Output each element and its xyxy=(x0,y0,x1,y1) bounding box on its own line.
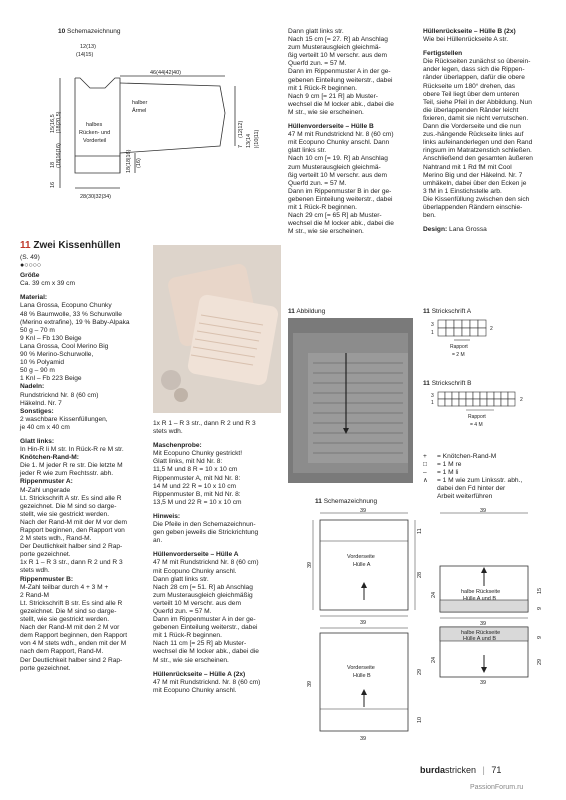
dim-back1: halbes xyxy=(86,122,103,128)
fertig-line: ränder überlappen, dafür die obere xyxy=(423,74,525,82)
strickB-rapport: Rapport xyxy=(468,414,486,420)
material-line: 9 Knl – Fb 130 Beige xyxy=(20,334,82,342)
ripB-line: M-Zahl teilbar durch 4 + 3 M + xyxy=(20,583,109,591)
fertig-line: ander legen, dass sich die Rippen- xyxy=(423,66,525,74)
legend-text: = Knötchen-Rand-M xyxy=(437,453,497,460)
material-line: 1 Knl – Fb 223 Beige xyxy=(20,375,82,383)
legend-text: = 1 M li xyxy=(437,469,459,477)
symbol-legend xyxy=(423,453,553,502)
material-line: Lana Grossa, Cool Merino Big xyxy=(20,342,109,350)
fertig-line: fixieren, damit sie nicht verrutschen. xyxy=(423,114,529,122)
dim-mid1: 18(18|16) xyxy=(126,149,132,173)
vorderA-body: 28 xyxy=(417,571,423,578)
legend-text: Arbeit weiterführen xyxy=(437,493,493,501)
schema-halbe-rueckseite-1 xyxy=(425,508,545,627)
col2-cont: 1x R 1 – R 3 str., dann R 2 und R 3 xyxy=(153,420,256,427)
legend-item xyxy=(423,485,553,493)
fertig-line: überlappenden Rändern einschie- xyxy=(423,203,523,211)
hinweis-line: an. xyxy=(153,537,163,545)
fertig-line: links aufeinanderlegen und den Rand xyxy=(423,139,533,147)
schema-11-caption xyxy=(315,498,377,505)
vorderA-line: mit 1 Rück-R beginnen. xyxy=(153,632,222,640)
vorderA-line: wechsel die M locker abk., dabei die xyxy=(153,648,259,656)
strickA-rapport: Rapport xyxy=(450,344,468,350)
ripA-title: Rippenmuster A: xyxy=(20,478,73,486)
maschenprobe-title: Maschenprobe: xyxy=(153,442,202,450)
nadeln-line: Häkelnd. Nr. 7 xyxy=(20,399,62,407)
strickA-row3: 3 xyxy=(431,322,434,328)
fertig-line: 3 fM in 1 Einstichstelle arb. xyxy=(423,187,502,195)
schema11-number: 11 xyxy=(315,498,322,505)
halbeA-width-bottom: 39 xyxy=(480,621,487,627)
vorderA-line: gebenen Einteilung weiterstr., dabei xyxy=(153,624,258,632)
ripA-line: porte gezeichnet. xyxy=(20,551,71,559)
maschenprobe-line: 13,5 M und 22 R = 10 x 10 cm xyxy=(153,498,242,506)
strickB-label: Strickschrift B xyxy=(431,380,472,387)
halbeA-width-top: 39 xyxy=(480,508,487,514)
watermark xyxy=(470,784,523,791)
vorderB-line: 47 M mit Rundstricknd Nr. 8 (60 cm) xyxy=(288,131,394,139)
ripB-line: dem Rapport beginnen, den Rapport xyxy=(20,632,128,640)
legend-item xyxy=(423,477,553,485)
maschenprobe-line: Mit Ecopuno Chunky gestrickt! xyxy=(153,450,243,458)
abbildung-number: 11 xyxy=(288,308,295,315)
ripB-line: stellt, wie sie gestrickt werden. xyxy=(20,616,110,624)
halbeB-width-bottom: 39 xyxy=(480,680,487,686)
article-number: 11 xyxy=(20,240,31,251)
schema-10 xyxy=(20,28,270,203)
ripA-line: Der Deutlichkeit halber sind 2 Rap- xyxy=(20,543,123,551)
material-line: 10 % Polyamid xyxy=(20,359,64,367)
strickB-row2: 2 xyxy=(520,397,523,403)
strickA-row2: 2 xyxy=(490,326,493,332)
abbildung-caption xyxy=(288,308,325,315)
sonstiges-title: Sonstiges: xyxy=(20,407,54,415)
vorderA-line: M str., wie sie erscheinen. xyxy=(153,656,229,664)
schema-10-drawing xyxy=(20,38,270,208)
dim-mid2: (16) xyxy=(136,158,142,168)
col3-cont: M str., wie sie erscheinen. xyxy=(288,108,364,116)
ripB-line: porte gezeichnet. xyxy=(20,664,71,672)
dim-left2: 18 xyxy=(50,161,56,168)
legend-text: = 1 M re xyxy=(437,461,462,469)
fertig-line: Rückseite um 180° drehen, das xyxy=(423,82,516,90)
col3-cont: Dann im Rippenmuster A in der ge- xyxy=(288,68,391,76)
dim-back2: Rücken- und xyxy=(79,130,111,136)
vorderB-label2: Hülle B xyxy=(353,673,371,679)
vorderB-line: Nach 29 cm [= 65 R] ab Muster- xyxy=(288,212,382,220)
article-column-1 xyxy=(20,240,145,673)
ripB-line: nach dem Rapport, Rand-M. xyxy=(20,648,104,656)
rueckB-title: Hüllenrückseite – Hülle B (2x) xyxy=(423,28,516,35)
legend-item xyxy=(423,493,553,501)
page-footer xyxy=(420,765,501,775)
halbeA-label1: halbe Rückseite xyxy=(461,589,501,595)
hinweis-line: Die Pfeile in den Schemazeichnun- xyxy=(153,521,256,529)
footer-brand2: stricken xyxy=(445,765,477,775)
nadeln-title: Nadeln: xyxy=(20,383,45,391)
rueckA-line: 47 M mit Rundstricknd. Nr. 8 (60 cm) xyxy=(153,678,261,686)
material-line: 50 g – 70 m xyxy=(20,326,55,334)
article-column-3 xyxy=(288,28,416,236)
ripA-line: stellt, wie sie gestrickt werden. xyxy=(20,510,110,518)
rueckA-title: Hüllenrückseite – Hülle A (2x) xyxy=(153,670,246,678)
vorderA-line: Dann im Rippenmuster A in der ge- xyxy=(153,616,256,624)
strickB-row1: 1 xyxy=(431,400,434,406)
abbildung-photo xyxy=(288,318,413,483)
vorderB-line: Dann im Rippenmuster B in der ge- xyxy=(288,187,392,195)
knoetchen-line: Die 1. M jeder R re str. Die letzte M xyxy=(20,462,123,470)
ripB-line: Nach der Rand-M mit den 2 M vor xyxy=(20,624,120,632)
groesse-title: Größe xyxy=(20,272,40,280)
material-line: (Merino extrafine), 19 % Baby-Alpaka xyxy=(20,318,130,326)
legend-sym: □ xyxy=(423,461,427,469)
glatt-title: Glatt links: xyxy=(20,437,55,445)
ripA-line: M-Zahl ungerade xyxy=(20,486,71,494)
footer-separator: | xyxy=(482,765,485,775)
vorderB-rib: 29 xyxy=(417,668,423,675)
halbeB-label1: halbe Rückseite xyxy=(461,630,501,636)
fertig-line: Die Kissenfüllung zwischen den sich xyxy=(423,195,530,203)
legend-text: = 1 M wie zum Linksstr. abh., xyxy=(437,477,523,485)
ripB-title: Rippenmuster B: xyxy=(20,575,74,583)
article-title: Zwei Kissenhüllen xyxy=(33,240,121,251)
page-ref: (S. 49) xyxy=(20,254,40,261)
vorderB-line: mit 1 Rück-R beginnen. xyxy=(288,203,357,211)
schema11-label: Schemazeichnung xyxy=(323,498,378,505)
col3-cont: zum Musterausgleich gleichmä- xyxy=(288,44,381,52)
fertig-line: Teil, siehe Pfeil in der Abbildung. Nun xyxy=(423,98,532,106)
vorderA-title: Hüllenvorderseite – Hülle A xyxy=(153,551,239,559)
maschenprobe-line: 14 M und 22 R = 10 x 10 cm xyxy=(153,482,237,490)
col3-cont: Nach 15 cm [= 27. R] ab Anschlag xyxy=(288,36,388,44)
material-line: Lana Grossa, Ecopuno Chunky xyxy=(20,302,112,310)
legend-sym: ∧ xyxy=(423,477,428,485)
strickB-number: 11 xyxy=(423,380,430,387)
vorderB-line: ßig verteilt 10 M verschr. aus dem xyxy=(288,171,387,179)
difficulty-rating: ●○○○○ xyxy=(20,262,42,270)
ripA-line: gezeichnet. Die M sind so darge- xyxy=(20,502,117,510)
page-number: 71 xyxy=(491,765,502,775)
halbeA-body: 15 xyxy=(537,587,543,594)
vorderB-line: M str., wie sie erscheinen. xyxy=(288,228,364,236)
strickB-row3: 3 xyxy=(431,393,434,399)
dim-back3: Vorderteil xyxy=(83,138,107,144)
abbildung-label: Abbildung xyxy=(296,308,326,315)
schema-halbe-rueckseite-2 xyxy=(425,625,545,685)
ripB-line: von 4 M stets wdh., enden mit der M xyxy=(20,640,127,648)
col3-cont: gebenen Einteilung weiterstr., dabei xyxy=(288,76,393,84)
vorderA-width-bottom: 39 xyxy=(360,620,367,626)
dim-top-neck2: (14|15) xyxy=(76,52,94,58)
strickA-number: 11 xyxy=(423,308,430,315)
col3-cont: ßig verteilt 10 M verschr. aus dem xyxy=(288,52,387,60)
vorderA-label2: Hülle A xyxy=(353,562,371,568)
strickB-svg xyxy=(428,390,538,440)
col3-cont: wechsel die M locker abk., dabei die xyxy=(288,100,394,108)
fertig-line: ben. xyxy=(423,212,436,220)
vorderA-line: Nach 11 cm [= 25 R] ab Muster- xyxy=(153,640,247,648)
maschenprobe-line: Glatt links, mit Nd Nr. 8: xyxy=(153,458,223,466)
schema-10-caption xyxy=(58,28,121,35)
vorderA-line: verteilt 10 M verschr. aus dem xyxy=(153,599,241,607)
halbeB-body: 29 xyxy=(537,658,543,665)
ripB-line: 2 Rand-M xyxy=(20,591,49,599)
ripA-line: Nach der Rand-M mit der M vor dem xyxy=(20,518,127,526)
footer-brand: burda xyxy=(420,765,446,775)
vorderA-line: zum Musterausgleich gleichmäßig xyxy=(153,591,253,599)
glatt-text: In Hin-R li M str. In Rück-R re M str. xyxy=(20,446,124,454)
vorderA-line: 47 M mit Rundstricknd Nr. 8 (60 cm) xyxy=(153,559,259,567)
strickA-row1: 1 xyxy=(431,330,434,336)
ripB-line: gezeichnet. Die M sind so darge- xyxy=(20,607,117,615)
fertig-line: zus.-hängende Rückseite links auf xyxy=(423,131,524,139)
halbeA-rib: 9 xyxy=(537,606,543,610)
ripA-line: Rapport beginnen, den Rapport von xyxy=(20,527,125,534)
col3-cont: mit 1 Rück-R beginnen. xyxy=(288,84,357,92)
vorderA-label1: Vorderseite xyxy=(347,554,375,560)
halbeB-rib: 9 xyxy=(537,635,543,639)
strickA-label: Strickschrift A xyxy=(431,308,472,315)
cushion-photo xyxy=(153,245,281,413)
maschenprobe-line: Rippenmuster A, mit Nd Nr. 8: xyxy=(153,474,241,482)
maschenprobe-line: Rippenmuster B, mit Nd Nr. 8: xyxy=(153,490,241,498)
design-label: Design: xyxy=(423,226,448,234)
maschenprobe-line: 11,5 M und 8 R = 10 x 10 cm xyxy=(153,466,238,474)
dim-rs3: 13(14 xyxy=(246,133,252,148)
vorderA-line: Querfd zun. = 57 M. xyxy=(153,607,212,615)
legend-sym: + xyxy=(423,453,427,460)
strickschrift-a-grid xyxy=(428,318,518,368)
material-line: 90 % Merino-Schurwolle, xyxy=(20,351,94,359)
vorderB-line: gebenen Einteilung weiterstr., dabei xyxy=(288,195,393,203)
hinweis-title: Hinweis: xyxy=(153,512,181,520)
fertig-line: Dann die Vorderseite und die nun xyxy=(423,123,521,131)
fertig-line: die überlappenden Ränder leicht xyxy=(423,106,519,114)
dim-left3: 16 xyxy=(50,181,56,188)
dim-rs1: 7 xyxy=(238,144,244,148)
knoetchen-title: Knötchen-Rand-M: xyxy=(20,454,79,462)
ripA-line: stets wdh. xyxy=(20,567,50,575)
vorderA-line: Dann glatt links str. xyxy=(153,575,209,583)
fertig-line: obere Teil liegt über dem unteren xyxy=(423,90,520,98)
ripB-line: Der Deutlichkeit halber sind 2 Rap- xyxy=(20,656,123,664)
fertig-line: umhäkeln, dabei über den Ecken je xyxy=(423,179,527,187)
fertig-line: ringsum im Matratzenstich schließen. xyxy=(423,147,532,155)
col3-cont: Nach 9 cm [= 21 R] ab Muster- xyxy=(288,92,378,100)
strickA-rapport-val: = 2 M xyxy=(452,352,465,358)
vorderB-title: Hüllenvorderseite – Hülle B xyxy=(288,123,374,131)
col3-cont: Querfd zun. = 57 M. xyxy=(288,60,347,68)
vorderA-line: Nach 28 cm [= 51. R] ab Anschlag xyxy=(153,583,253,591)
strickB-rapport-val: = 4 M xyxy=(470,422,483,428)
nadeln-line: Rundstricknd Nr. 8 (60 cm) xyxy=(20,391,99,399)
vorderA-svg xyxy=(305,508,425,626)
legend-item xyxy=(423,453,553,461)
vorderA-height: 39 xyxy=(307,561,313,568)
fertig-title: Fertigstellen xyxy=(423,50,463,58)
halbeB-label2: Hülle A und B xyxy=(463,636,497,642)
rueckA-line: mit Ecopuno Chunky anschl. xyxy=(153,686,237,694)
schema-vorderseite-a xyxy=(305,508,425,626)
watermark-text: PassionForum.ru xyxy=(470,784,524,791)
fertig-line: Die Rückseiten zunächst so überein- xyxy=(423,58,531,66)
legend-text: dabei den Fd hinter der xyxy=(437,485,506,493)
sonstiges-line: 2 waschbare Kissenfüllungen, xyxy=(20,415,108,423)
ripA-line: 1x R 1 – R 3 str., dann R 2 und R 3 xyxy=(20,559,123,567)
design-value: Lana Grossa xyxy=(449,226,487,234)
vorderB-line: Querfd zun. = 57 M. xyxy=(288,179,347,187)
vorderA-line: mit Ecopuno Chunky anschl. xyxy=(153,567,237,575)
vorderB-height: 39 xyxy=(307,680,313,687)
material-title: Material: xyxy=(20,294,48,302)
legend-item xyxy=(423,469,553,477)
legend-sym: – xyxy=(423,469,427,477)
article-column-4 xyxy=(423,28,551,234)
fig-label: Schemazeichnung xyxy=(67,28,121,35)
strickschrift-b-grid xyxy=(428,390,538,440)
fig-number: 10 xyxy=(58,28,66,35)
halbeB-svg xyxy=(425,625,545,685)
legend-item xyxy=(423,461,553,469)
vorderB-body: 10 xyxy=(417,716,423,723)
ripB-line: Lt. Strickschrift B str. Es sind alle R xyxy=(20,599,123,607)
groesse: Ca. 39 cm x 39 cm xyxy=(20,280,75,288)
col3-cont: Dann glatt links str. xyxy=(288,28,344,35)
vorderB-line: wechsel die M locker abk., dabei die xyxy=(288,220,394,228)
ripA-line: Lt. Strickschrift A str. Es sind alle R xyxy=(20,494,122,502)
rueckB-text: Wie bei Hüllenrückseite A str. xyxy=(423,36,509,44)
strickschrift-b-caption xyxy=(423,380,471,387)
halbeA-svg xyxy=(425,508,545,627)
cushion-illustration xyxy=(153,245,281,413)
dim-halber: halber xyxy=(132,100,148,106)
halbeA-height: 24 xyxy=(431,591,437,598)
strickschrift-a-caption xyxy=(423,308,471,315)
col2-cont: stets wdh. xyxy=(153,428,183,436)
material-line: 48 % Baumwolle, 33 % Schurwolle xyxy=(20,310,122,318)
vorderA-rib: 11 xyxy=(417,528,423,534)
vorderB-line: Nach 10 cm [= 19. R] ab Anschlag xyxy=(288,155,388,163)
fertig-line: Merino Big und der Häkelnd. Nr. 7 xyxy=(423,171,523,179)
material-line: 50 g – 90 m xyxy=(20,367,55,375)
schema-vorderseite-b xyxy=(305,625,425,743)
dim-sleeve-top: 46(44|42|40) xyxy=(150,70,181,76)
article-column-2 xyxy=(153,420,281,695)
dim-left2b: (18|16|16) xyxy=(56,143,62,168)
article-heading xyxy=(20,240,145,252)
dim-rs4: |(10|11) xyxy=(254,129,260,148)
halbeB-height: 24 xyxy=(431,656,437,663)
knoetchen-line: jeder R wie zum Rechtsstr. abh. xyxy=(20,470,114,478)
ripA-line: 2 M stets wdh., Rand-M. xyxy=(20,535,92,543)
vorderB-label1: Vorderseite xyxy=(347,665,375,671)
dim-rs2: (12|12) xyxy=(238,120,244,138)
dim-left1b: |18|20,5) xyxy=(56,111,62,133)
design-line xyxy=(423,226,551,234)
vorderA-width-top: 39 xyxy=(360,508,367,514)
fertig-line: Anschließend den gesamten äußeren xyxy=(423,155,533,163)
vorderB-width-bottom: 39 xyxy=(360,736,367,742)
vorderB-svg xyxy=(305,625,425,743)
vorderB-line: zum Musterausgleich gleichmä- xyxy=(288,163,381,171)
halbeA-label2: Hülle A und B xyxy=(463,596,497,602)
fertig-line: Nahtrand mit 1 Rd fM mit Cool xyxy=(423,163,512,171)
strickA-svg xyxy=(428,318,518,368)
vorderB-line: mit Ecopuno Chunky anschl. Dann xyxy=(288,139,390,147)
knit-illustration xyxy=(288,318,413,483)
sonstiges-line: je 40 cm x 40 cm xyxy=(20,423,70,431)
dim-bottom: 28(30|32|34) xyxy=(80,194,111,200)
dim-left1: 15(16,5 xyxy=(50,114,56,133)
vorderB-line: glatt links str. xyxy=(288,147,327,155)
hinweis-line: gen geben jeweils die Strickrichtung xyxy=(153,529,259,537)
dim-aermel: Ärmel xyxy=(132,108,147,114)
dim-top-neck: 12(13) xyxy=(80,44,96,50)
